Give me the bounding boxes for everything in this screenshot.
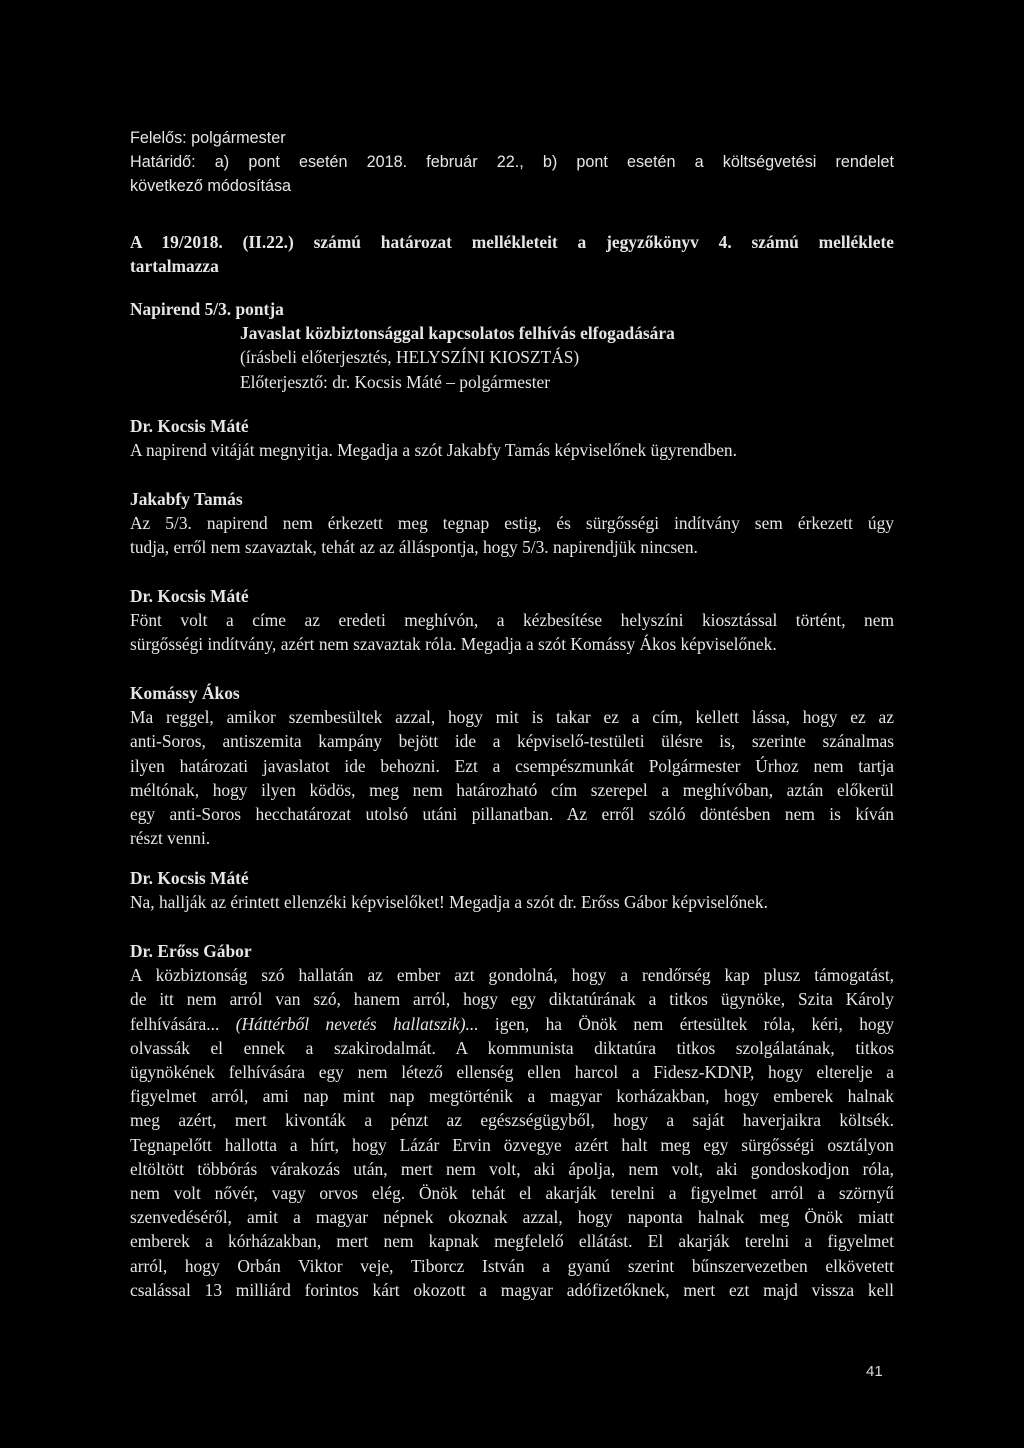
speaker-name: Jakabfy Tamás — [130, 489, 243, 509]
speech-kocsis-3 — [130, 866, 894, 914]
speech-line: sürgősségi indítvány, azért nem szavaztak róla. Megadja a szót Komássy Ákos képviselőnek. — [130, 634, 777, 655]
speech-line: Az 5/3. napirend nem érkezett meg tegnap estig, és sürgősségi indítvány sem érkezett úgy — [130, 513, 894, 534]
speech-line: Ma reggel, amikor szembesültek azzal, hogy mit is takar ez a cím, kellett lássa, hogy ez az — [130, 707, 894, 728]
speech-line: csalással 13 milliárd forintos kárt okozott a magyar adófizetőknek, mert ezt majd vissza kell — [130, 1279, 894, 1300]
resolution-line-2: tartalmazza — [130, 256, 219, 277]
speech-line: A napirend vitáját megnyitja. Megadja a szót Jakabfy Tamás képviselőnek ügyrendben. — [130, 440, 737, 461]
speech-kocsis-2 — [130, 584, 894, 657]
speech-text: felhívására... — [130, 1013, 236, 1034]
speech-line: anti-Soros, antiszemita kampány bejött ide a képviselő-testületi ülésre is, szerinte szánalmas — [130, 731, 894, 752]
speech-line: olvassák el ennek a szakirodalmát. A kommunista diktatúra titkos szolgálatának, titkos — [130, 1037, 894, 1058]
deadline-line-1: Határidő: a) pont esetén 2018. február 22., b) pont esetén a költségvetési rendelet — [130, 153, 894, 172]
speaker-name: Dr. Kocsis Máté — [130, 586, 249, 606]
speech-eross — [130, 939, 894, 1302]
speech-line: Tegnapelőtt hallotta a hírt, hogy Lázár Ervin özvegye azért halt meg egy sürgősségi osztályon — [130, 1134, 894, 1155]
speech-line-mixed — [130, 1012, 894, 1036]
header-block — [130, 126, 894, 199]
agenda-title: Javaslat közbiztonsággal kapcsolatos felhívás elfogadására — [240, 323, 675, 344]
speech-line: szenvedéséről, amit a magyar népnek okoznak azzal, hogy naponta halnak meg Önök miatt — [130, 1207, 894, 1228]
speech-line: Fönt volt a címe az eredeti meghívón, a kézbesítése helyszíni kiosztással történt, nem — [130, 610, 894, 631]
speech-line: eltöltött többórás várakozás után, mert nem volt, aki ápolja, nem volt, aki gondoskodjon róla, — [130, 1158, 894, 1179]
agenda-subtitle: (írásbeli előterjesztés, HELYSZÍNI KIOSZTÁS) — [240, 347, 580, 368]
speech-line: ügynökének felhívására egy nem létező ellenség ellen harcol a Fidesz-KDNP, hogy elterelje a — [130, 1062, 894, 1083]
responsible-line: Felelős: polgármester — [130, 129, 286, 147]
speech-line: figyelmet arról, ami nap mint nap megtörténik a magyar korházakban, hogy emberek halnak — [130, 1086, 894, 1107]
speech-line: meg azért, mert kivonták a pénzt az egészségügyből, hogy a saját haverjaikra költsék. — [130, 1110, 894, 1131]
stage-direction: (Háttérből nevetés hallatszik)... — [235, 1013, 479, 1034]
agenda-heading: Napirend 5/3. pontja — [130, 299, 284, 319]
speech-line: méltónak, hogy ilyen ködös, meg nem határozható cím szerepel a meghívóban, aztán előkerül — [130, 779, 894, 800]
resolution-note — [130, 230, 894, 278]
speech-line: ilyen határozati javaslatot ide behozni. Ezt a csempészmunkát Polgármester Úrhoz nem tartja — [130, 755, 894, 776]
speaker-name: Dr. Kocsis Máté — [130, 868, 249, 888]
agenda-presenter: Előterjesztő: dr. Kocsis Máté – polgármester — [240, 371, 551, 392]
speech-line: arról, hogy Orbán Viktor veje, Tiborcz István a gyanú szerint bűnszervezetben elkövetett — [130, 1255, 894, 1276]
speech-line: részt venni. — [130, 828, 211, 849]
resolution-line-1: A 19/2018. (II.22.) számú határozat mellékleteit a jegyzőkönyv 4. számú melléklete — [130, 232, 894, 252]
deadline-line-2: következő módosítása — [130, 177, 292, 196]
speech-komassy — [130, 681, 894, 850]
speech-line: tudja, erről nem szavaztak, tehát az az álláspontja, hogy 5/3. napirendjük nincsen. — [130, 537, 698, 558]
page-number: 41 — [866, 1363, 883, 1380]
speech-line: de itt nem arról van szó, hanem arról, hogy egy diktatúrának a titkos ügynöke, Szita Károly — [130, 989, 894, 1010]
speech-kocsis-1 — [130, 414, 894, 462]
speech-jakabfy — [130, 487, 894, 560]
speech-line: egy anti-Soros hecchatározat utolsó utáni pillanatban. Az erről szóló döntésben nem is kíván — [130, 804, 894, 825]
speaker-name: Komássy Ákos — [130, 683, 240, 703]
speaker-name: Dr. Erőss Gábor — [130, 941, 252, 961]
speech-line: A közbiztonság szó hallatán az ember azt gondolná, hogy a rendőrség kap plusz támogatást, — [130, 965, 894, 986]
speaker-name: Dr. Kocsis Máté — [130, 416, 249, 436]
speech-line: nem volt nővér, vagy orvos elég. Önök tehát el akarják terelni a figyelmet arról a szörnyű — [130, 1183, 894, 1204]
speech-line: Na, hallják az érintett ellenzéki képviselőket! Megadja a szót dr. Erőss Gábor képviselőnek. — [130, 892, 768, 913]
speech-text: igen, ha Önök nem értesültek róla, kéri, hogy — [478, 1013, 894, 1034]
speech-line: emberek a kórházakban, mert nem kapnak megfelelő ellátást. El akarják terelni a figyelmet — [130, 1231, 894, 1252]
agenda-block — [130, 297, 894, 394]
